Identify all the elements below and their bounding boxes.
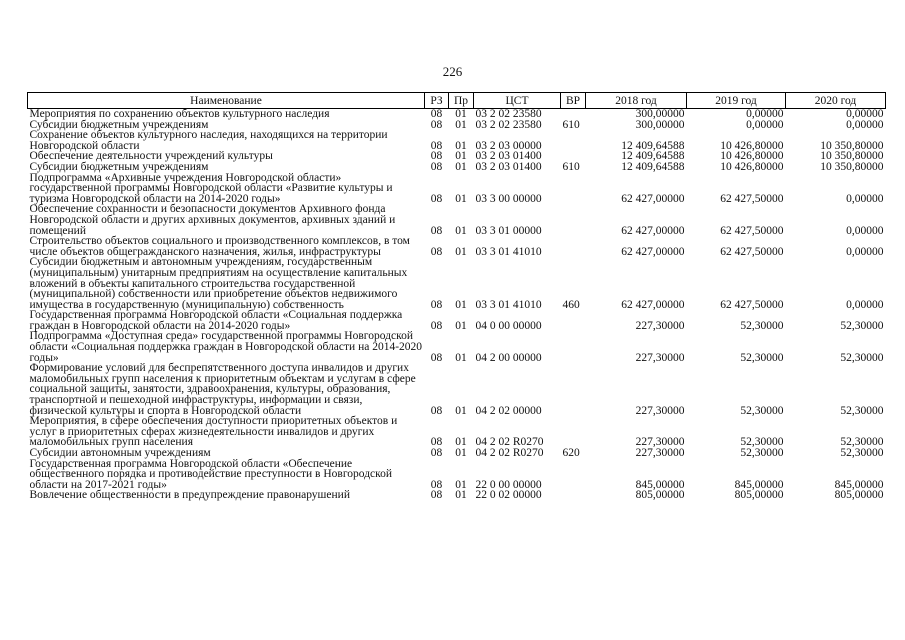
cell-pr: 01 bbox=[455, 298, 467, 311]
cell-rz: 08 bbox=[430, 245, 443, 258]
cell-cst: 04 2 02 00000 bbox=[475, 404, 542, 417]
page-number: 226 bbox=[442, 64, 463, 79]
cell-rz: 08 bbox=[430, 319, 443, 332]
table-row bbox=[28, 490, 886, 501]
cell-y2020: 0,00000 bbox=[846, 192, 884, 205]
cell-y2018: 12 409,64588 bbox=[621, 150, 685, 163]
cell-rz: 08 bbox=[430, 192, 443, 205]
cell-rz: 08 bbox=[430, 447, 443, 459]
cell-name: Обеспечение сохранности и безопасности документов Архивного фонда Новгородской области и других архивных документов, архивных зданий и помещений bbox=[29, 203, 396, 237]
cell-cst: 03 2 03 01400 bbox=[475, 160, 542, 173]
cell-cst: 03 2 02 23580 bbox=[475, 118, 542, 131]
cell-y2019: 0,00000 bbox=[746, 118, 784, 131]
cell-y2020: 0,00000 bbox=[846, 298, 884, 311]
cell-vr bbox=[561, 130, 586, 151]
table-row bbox=[28, 257, 886, 310]
cell-y2019: 0,00000 bbox=[746, 108, 784, 120]
cell-cst: 03 3 01 41010 bbox=[475, 298, 542, 311]
cell-vr: 620 bbox=[562, 447, 580, 459]
cell-rz: 08 bbox=[430, 436, 443, 449]
cell-pr: 01 bbox=[455, 404, 467, 417]
table-row bbox=[28, 173, 886, 205]
cell-y2020: 805,00000 bbox=[834, 489, 884, 502]
cell-name: Мероприятия, в сфере обеспечения доступности приоритетных объектов и услуг в приоритетных сферах жизнедеятельности инвалидов и других маломобильных групп населения bbox=[29, 415, 398, 449]
cell-rz: 08 bbox=[430, 298, 443, 311]
cell-name: Вовлечение общественности в предупреждение правонарушений bbox=[29, 489, 350, 502]
cell-y2019: 52,30000 bbox=[740, 404, 784, 417]
cell-vr bbox=[561, 459, 586, 491]
cell-name: Подпрограмма «Архивные учреждения Новгородской области» государственной программы Новгородской области «Развитие культуры и туризма Новгородской области на 2014-2020 годы» bbox=[29, 171, 393, 205]
cell-cst: 03 2 03 01400 bbox=[475, 150, 542, 163]
table-row bbox=[28, 331, 886, 363]
cell-y2019: 62 427,50000 bbox=[720, 298, 784, 311]
cell-y2018: 227,30000 bbox=[635, 319, 685, 332]
cell-cst: 03 3 01 41010 bbox=[475, 245, 542, 258]
cell-name: Обеспечение деятельности учреждений культуры bbox=[29, 150, 273, 163]
cell-cst: 03 3 00 00000 bbox=[475, 192, 542, 205]
cell-y2019: 52,30000 bbox=[740, 436, 784, 449]
cell-rz: 08 bbox=[430, 224, 443, 237]
header-2018: 2018 год bbox=[586, 93, 687, 109]
cell-y2020: 0,00000 bbox=[846, 118, 884, 131]
cell-pr: 01 bbox=[455, 478, 467, 491]
cell-cst: 04 2 00 00000 bbox=[475, 351, 542, 364]
cell-y2019: 10 426,80000 bbox=[720, 160, 784, 173]
cell-y2018: 62 427,00000 bbox=[621, 192, 685, 205]
table-row bbox=[28, 448, 886, 459]
cell-rz: 08 bbox=[430, 160, 443, 173]
cell-y2020: 0,00000 bbox=[846, 224, 884, 237]
header-name: Наименование bbox=[28, 93, 425, 109]
cell-rz: 08 bbox=[430, 118, 443, 131]
cell-pr: 01 bbox=[455, 139, 467, 152]
cell-y2018: 227,30000 bbox=[635, 447, 685, 459]
cell-vr: 610 bbox=[562, 118, 580, 131]
cell-vr bbox=[561, 236, 586, 257]
cell-y2018: 62 427,00000 bbox=[621, 298, 685, 311]
cell-vr bbox=[561, 490, 586, 501]
cell-y2020: 52,30000 bbox=[840, 404, 884, 417]
cell-vr bbox=[561, 331, 586, 363]
cell-pr: 01 bbox=[455, 489, 467, 502]
cell-name: Субсидии автономным учреждениям bbox=[29, 447, 211, 459]
table-body bbox=[28, 109, 886, 501]
cell-name: Мероприятия по сохранению объектов культурного наследия bbox=[29, 108, 330, 120]
cell-y2019: 10 426,80000 bbox=[720, 150, 784, 163]
cell-y2018: 62 427,00000 bbox=[621, 224, 685, 237]
table-row bbox=[28, 363, 886, 416]
cell-y2018: 805,00000 bbox=[635, 489, 685, 502]
cell-y2020: 10 350,80000 bbox=[820, 139, 884, 152]
cell-cst: 04 2 02 R0270 bbox=[475, 436, 544, 449]
cell-rz: 08 bbox=[430, 404, 443, 417]
cell-vr bbox=[561, 416, 586, 448]
cell-pr: 01 bbox=[455, 319, 467, 332]
cell-pr: 01 bbox=[455, 108, 467, 120]
cell-y2020: 0,00000 bbox=[846, 245, 884, 258]
table-row bbox=[28, 130, 886, 151]
cell-y2019: 52,30000 bbox=[740, 447, 784, 459]
cell-vr: 460 bbox=[562, 298, 580, 311]
cell-cst: 22 0 00 00000 bbox=[475, 478, 542, 491]
cell-vr bbox=[561, 204, 586, 236]
cell-vr: 610 bbox=[562, 160, 580, 173]
cell-name: Подпрограмма «Доступная среда» государственной программы Новгородской области «Социальная поддержка граждан в Новгородской области на 2014-2020 годы» bbox=[29, 330, 423, 364]
cell-rz: 08 bbox=[430, 150, 443, 163]
cell-y2018: 300,00000 bbox=[635, 108, 685, 120]
cell-pr: 01 bbox=[455, 245, 467, 258]
cell-name: Субсидии бюджетным учреждениям bbox=[29, 118, 209, 131]
cell-y2019: 52,30000 bbox=[740, 351, 784, 364]
cell-y2020: 52,30000 bbox=[840, 351, 884, 364]
cell-y2018: 227,30000 bbox=[635, 404, 685, 417]
cell-pr: 01 bbox=[455, 118, 467, 131]
cell-vr bbox=[561, 310, 586, 331]
cell-y2018: 227,30000 bbox=[635, 351, 685, 364]
cell-pr: 01 bbox=[455, 160, 467, 173]
table-row bbox=[28, 109, 886, 120]
cell-y2018: 300,00000 bbox=[635, 118, 685, 131]
header-cst: ЦСТ bbox=[474, 93, 561, 109]
table-row bbox=[28, 310, 886, 331]
cell-rz: 08 bbox=[430, 489, 443, 502]
cell-y2019: 10 426,80000 bbox=[720, 139, 784, 152]
cell-y2020: 845,00000 bbox=[834, 478, 884, 491]
cell-pr: 01 bbox=[455, 192, 467, 205]
table-row bbox=[28, 236, 886, 257]
cell-vr bbox=[561, 173, 586, 205]
cell-pr: 01 bbox=[455, 351, 467, 364]
cell-name: Субсидии бюджетным учреждениям bbox=[29, 160, 209, 173]
header-2020: 2020 год bbox=[786, 93, 886, 109]
cell-y2020: 0,00000 bbox=[846, 108, 884, 120]
header-vr: ВР bbox=[561, 93, 586, 109]
table-row bbox=[28, 204, 886, 236]
cell-cst: 04 2 02 R0270 bbox=[475, 447, 544, 459]
cell-y2018: 227,30000 bbox=[635, 436, 685, 449]
cell-name: Субсидии бюджетным и автономным учреждениям, государственным (муниципальным) унитарным предприятиям на осуществление капитальных вложений в объекты капитального строительства государственной (муниципальной) собственности или приобретение объектов недвижимого имущества в государственную (муниципальную) собственность bbox=[29, 256, 408, 311]
cell-y2020: 52,30000 bbox=[840, 319, 884, 332]
cell-rz: 08 bbox=[430, 478, 443, 491]
cell-pr: 01 bbox=[455, 436, 467, 449]
cell-y2018: 62 427,00000 bbox=[621, 245, 685, 258]
cell-cst: 03 3 01 00000 bbox=[475, 224, 542, 237]
cell-name: Сохранение объектов культурного наследия, находящихся на территории Новгородской области bbox=[29, 129, 388, 152]
cell-y2020: 10 350,80000 bbox=[820, 150, 884, 163]
budget-table bbox=[27, 92, 886, 501]
header-pr: Пр bbox=[449, 93, 474, 109]
cell-y2018: 12 409,64588 bbox=[621, 139, 685, 152]
cell-y2019: 62 427,50000 bbox=[720, 192, 784, 205]
cell-y2019: 805,00000 bbox=[734, 489, 784, 502]
cell-cst: 04 0 00 00000 bbox=[475, 319, 542, 332]
table-row bbox=[28, 459, 886, 491]
cell-name: Государственная программа Новгородской области «Обеспечение общественного порядка и противодействие преступности в Новгородской области на 2017-2021 годы» bbox=[29, 457, 393, 491]
cell-vr bbox=[561, 109, 586, 120]
cell-rz: 08 bbox=[430, 139, 443, 152]
table-header-row bbox=[28, 93, 886, 109]
cell-y2019: 52,30000 bbox=[740, 319, 784, 332]
header-2019: 2019 год bbox=[687, 93, 786, 109]
cell-pr: 01 bbox=[455, 224, 467, 237]
cell-y2020: 52,30000 bbox=[840, 447, 884, 459]
table-row bbox=[28, 162, 886, 173]
cell-name: Формирование условий для беспрепятственного доступа инвалидов и других маломобильных групп населения к приоритетным объектам и услугам в сфере социальной защиты, занятости, здравоохранения, культуры, образования, транспортной и пешеходной инфраструктуры, информации и связи, физической культуры и спорта в Новгородской области bbox=[29, 362, 416, 417]
cell-vr bbox=[561, 363, 586, 416]
cell-rz: 08 bbox=[430, 351, 443, 364]
cell-cst: 03 2 03 00000 bbox=[475, 139, 542, 152]
cell-y2019: 62 427,50000 bbox=[720, 224, 784, 237]
cell-y2020: 10 350,80000 bbox=[820, 160, 884, 173]
cell-y2018: 12 409,64588 bbox=[621, 160, 685, 173]
cell-y2019: 845,00000 bbox=[734, 478, 784, 491]
cell-cst: 03 2 02 23580 bbox=[475, 108, 542, 120]
cell-name: Строительство объектов социального и производственного комплексов, в том числе объектов общегражданского назначения, жилья, инфраструктуры bbox=[29, 235, 410, 258]
cell-y2018: 845,00000 bbox=[635, 478, 685, 491]
cell-name: Государственная программа Новгородской области «Социальная поддержка граждан в Новгородской области на 2014-2020 годы» bbox=[29, 309, 403, 332]
header-rz: РЗ bbox=[425, 93, 449, 109]
table-row bbox=[28, 416, 886, 448]
cell-y2019: 62 427,50000 bbox=[720, 245, 784, 258]
cell-rz: 08 bbox=[430, 108, 443, 120]
cell-pr: 01 bbox=[455, 150, 467, 163]
cell-y2020: 52,30000 bbox=[840, 436, 884, 449]
cell-cst: 22 0 02 00000 bbox=[475, 489, 542, 502]
cell-pr: 01 bbox=[455, 447, 467, 459]
